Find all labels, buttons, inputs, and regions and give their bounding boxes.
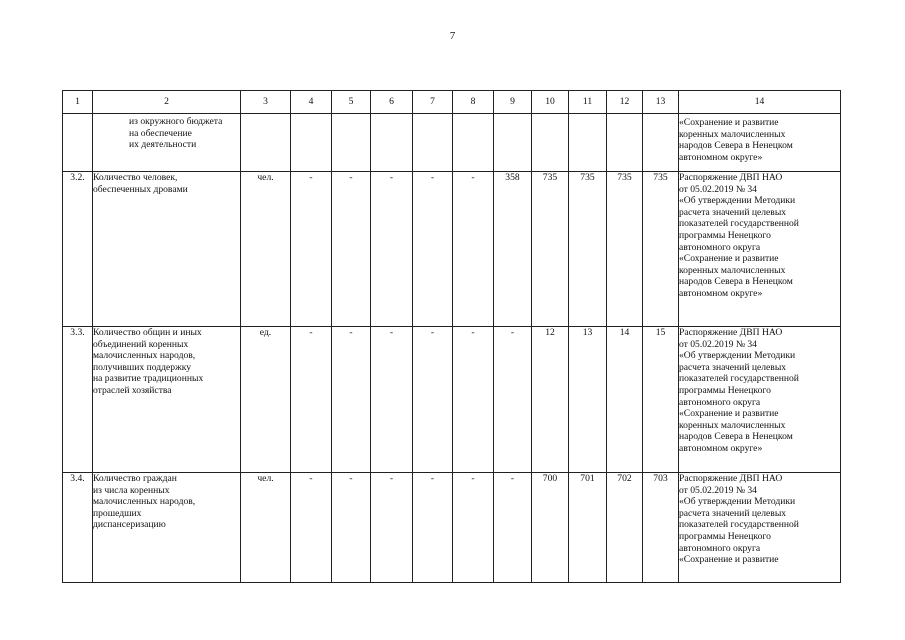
source-line: расчета значений целевых: [679, 507, 787, 519]
column-header: 5: [332, 91, 371, 114]
column-header: 2: [93, 91, 241, 114]
source-line: автономного округа: [679, 396, 761, 408]
source-line: «Об утверждении Методики: [679, 195, 796, 207]
indicator-name-line: отраслей хозяйства: [93, 384, 172, 396]
source-line: Распоряжение ДВП НАО: [679, 172, 783, 183]
value-cell: -: [494, 327, 532, 473]
source-line: «Сохранение и развитие: [679, 408, 779, 420]
column-header: 14: [679, 91, 841, 114]
value-cell: 14: [607, 327, 643, 473]
row-number: [63, 114, 93, 172]
source-line: расчета значений целевых: [679, 206, 787, 218]
value-cell: [607, 114, 643, 172]
row-number: 3.2.: [63, 172, 93, 327]
indicator-name-line: Количество общин и иных: [93, 327, 202, 338]
value-cell: -: [332, 327, 371, 473]
source-line: «Сохранение и развитие: [679, 554, 779, 566]
value-cell: 735: [607, 172, 643, 327]
value-cell: -: [413, 327, 453, 473]
unit-cell: чел.: [241, 473, 291, 583]
indicator-name: [93, 114, 241, 172]
source-line: программы Ненецкого: [679, 530, 771, 542]
value-cell: 735: [569, 172, 607, 327]
source-line: Распоряжение ДВП НАО: [679, 327, 783, 338]
row-number: 3.4.: [63, 473, 93, 583]
indicators-table: [62, 90, 841, 583]
indicator-name-line: прошедших: [93, 507, 142, 519]
indicator-name: [93, 172, 241, 327]
value-cell: [494, 114, 532, 172]
page-number: 7: [449, 30, 456, 42]
source-line: коренных малочисленных: [679, 264, 786, 276]
value-cell: -: [371, 473, 413, 583]
unit-cell: [241, 114, 291, 172]
indicator-name: [93, 473, 241, 583]
header-row: [63, 91, 841, 114]
value-cell: 735: [532, 172, 569, 327]
source-line: коренных малочисленных: [679, 128, 786, 140]
table-row: [63, 473, 841, 583]
source-cell: [679, 473, 841, 583]
value-cell: -: [291, 172, 332, 327]
table-row: [63, 114, 841, 172]
value-cell: [413, 114, 453, 172]
column-header: 3: [241, 91, 291, 114]
indicator-name-line: малочисленных народов,: [93, 350, 196, 362]
value-cell: 702: [607, 473, 643, 583]
value-cell: [643, 114, 679, 172]
value-cell: -: [413, 172, 453, 327]
value-cell: 358: [494, 172, 532, 327]
value-cell: 703: [643, 473, 679, 583]
value-cell: [291, 114, 332, 172]
source-cell: [679, 114, 841, 172]
source-line: народов Севера в Ненецком: [679, 431, 793, 443]
source-line: «Об утверждении Методики: [679, 350, 796, 362]
source-line: автономном округе»: [679, 287, 763, 299]
source-line: показателей государственной: [679, 519, 799, 531]
column-header: 4: [291, 91, 332, 114]
source-line: коренных малочисленных: [679, 419, 786, 431]
column-header: 11: [569, 91, 607, 114]
row-number: 3.3.: [63, 327, 93, 473]
value-cell: -: [332, 473, 371, 583]
column-header: 6: [371, 91, 413, 114]
value-cell: -: [371, 172, 413, 327]
indicator-name-line: диспансеризацию: [93, 519, 166, 531]
value-cell: -: [291, 327, 332, 473]
unit-cell: чел.: [241, 172, 291, 327]
indicator-name-line: из числа коренных: [93, 484, 170, 496]
unit-cell: ед.: [241, 327, 291, 473]
source-line: автономного округа: [679, 542, 761, 554]
source-line: показателей государственной: [679, 373, 799, 385]
source-cell: [679, 327, 841, 473]
indicator-name-line: на развитие традиционных: [93, 373, 204, 385]
table-row: [63, 327, 841, 473]
source-line: расчета значений целевых: [679, 361, 787, 373]
table-row: [63, 172, 841, 327]
source-cell: [679, 172, 841, 327]
value-cell: -: [453, 172, 494, 327]
indicator-name-line: из окружного бюджета: [129, 116, 223, 127]
value-cell: 701: [569, 473, 607, 583]
value-cell: -: [413, 473, 453, 583]
indicator-name-line: их деятельности: [129, 139, 197, 151]
value-cell: -: [371, 327, 413, 473]
source-line: программы Ненецкого: [679, 229, 771, 241]
column-header: 12: [607, 91, 643, 114]
value-cell: -: [453, 327, 494, 473]
indicator-name-line: на обеспечение: [129, 127, 192, 139]
value-cell: [569, 114, 607, 172]
source-line: от 05.02.2019 № 34: [679, 484, 757, 496]
source-line: от 05.02.2019 № 34: [679, 338, 757, 350]
indicator-name-line: малочисленных народов,: [93, 496, 196, 508]
value-cell: [453, 114, 494, 172]
column-header: 8: [453, 91, 494, 114]
indicator-name-line: Количество граждан: [93, 473, 177, 484]
column-header: 7: [413, 91, 453, 114]
value-cell: [332, 114, 371, 172]
indicator-name: [93, 327, 241, 473]
value-cell: -: [494, 473, 532, 583]
value-cell: -: [453, 473, 494, 583]
indicator-name-line: Количество человек,: [93, 172, 178, 183]
value-cell: 13: [569, 327, 607, 473]
source-line: показателей государственной: [679, 218, 799, 230]
source-line: народов Севера в Ненецком: [679, 140, 793, 152]
source-line: народов Севера в Ненецком: [679, 276, 793, 288]
source-line: от 05.02.2019 № 34: [679, 183, 757, 195]
value-cell: 12: [532, 327, 569, 473]
value-cell: -: [291, 473, 332, 583]
indicator-name-line: получивших поддержку: [93, 361, 192, 373]
column-header: 1: [63, 91, 93, 114]
indicator-name-line: обеспеченных дровами: [93, 183, 188, 195]
source-line: автономном округе»: [679, 442, 763, 454]
source-line: автономном округе»: [679, 151, 763, 163]
source-line: автономного округа: [679, 241, 761, 253]
value-cell: -: [332, 172, 371, 327]
value-cell: [532, 114, 569, 172]
column-header: 9: [494, 91, 532, 114]
source-line: «Сохранение и развитие: [679, 117, 779, 128]
source-line: «Сохранение и развитие: [679, 253, 779, 265]
value-cell: [371, 114, 413, 172]
source-line: Распоряжение ДВП НАО: [679, 473, 783, 484]
value-cell: 700: [532, 473, 569, 583]
value-cell: 735: [643, 172, 679, 327]
column-header: 13: [643, 91, 679, 114]
source-line: «Об утверждении Методики: [679, 496, 796, 508]
column-header: 10: [532, 91, 569, 114]
source-line: программы Ненецкого: [679, 384, 771, 396]
indicator-name-line: объединений коренных: [93, 338, 189, 350]
value-cell: 15: [643, 327, 679, 473]
